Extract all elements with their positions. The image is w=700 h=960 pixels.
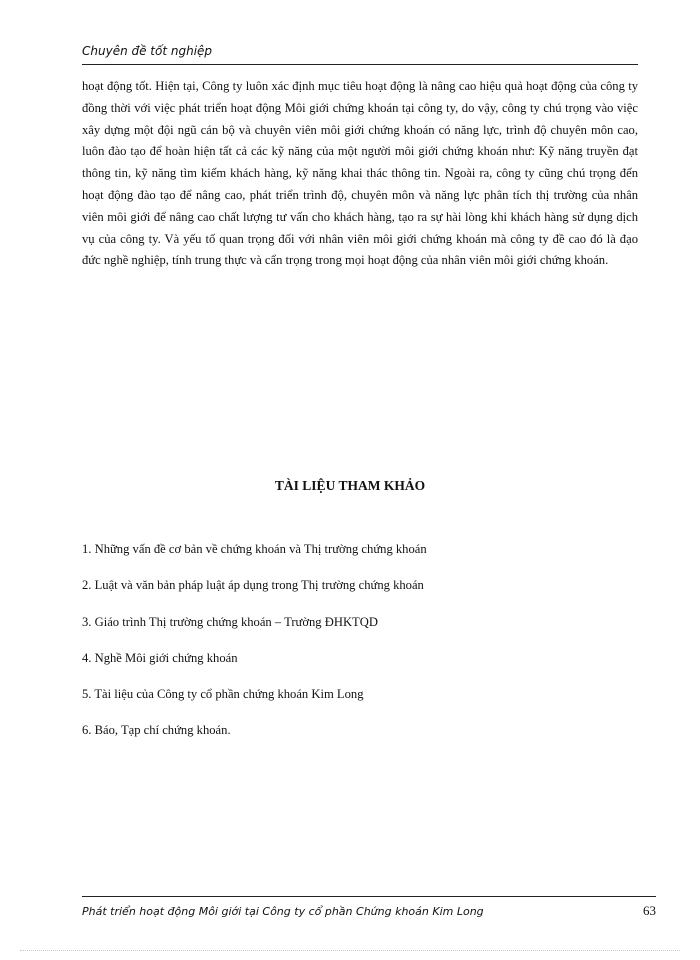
footer-divider	[82, 896, 656, 897]
reference-item: 5. Tài liệu của Công ty cổ phần chứng khoán Kim Long	[82, 687, 364, 702]
reference-item: 1. Những vấn đề cơ bản về chứng khoán và Thị trường chứng khoán	[82, 542, 427, 556]
page-bottom-border	[20, 950, 680, 951]
page-number: 63	[643, 903, 656, 918]
reference-item: 3. Giáo trình Thị trường chứng khoán – Trường ĐHKTQD	[82, 614, 378, 629]
reference-item: 4. Nghề Môi giới chứng khoán	[82, 650, 238, 665]
reference-item: 6. Báo, Tạp chí chứng khoán.	[82, 723, 231, 738]
reference-item: 2. Luật và văn bản pháp luật áp dụng trong Thị trường chứng khoán	[82, 578, 424, 593]
footer-title: Phát triển hoạt động Môi giới tại Công ty cổ phần Chứng khoán Kim Long	[82, 905, 484, 918]
references-list	[82, 539, 638, 757]
references-heading: TÀI LIỆU THAM KHẢO	[274, 478, 426, 493]
body-paragraph: hoạt động tốt. Hiện tại, Công ty luôn xác định mục tiêu hoạt động là nâng cao hiệu quả hoạt động của công ty đồng thời với việc phát triển hoạt động Môi giới chứng khoán tại công ty, do vậy, công ty chú trọng vào việc xây dựng một đội ngũ cán bộ và chuyên viên môi giới chứng khoán có năng lực, trình độ chuyên môn cao, luôn đào tạo để hoàn hiện tất cả các kỹ năng của một người môi giới chứng khoán như: Kỹ năng truyền đạt thông tin, kỹ năng tìm kiếm khách hàng, kỹ năng khai thác thông tin. Ngoài ra, công ty cũng chú trọng đến hoạt động đào tạo để nâng cao, phát triển trình độ, chuyên môn và năng lực phân tích thị trường của nhân viên môi giới để nâng cao chất lượng tư vấn cho khách hàng, tạo ra sự hài lòng khi khách hàng sử dụng dịch vụ của công ty. Và yếu tố quan trọng đối với nhân viên môi giới chứng khoán mà công ty đề cao đó là đạo đức nghề nghiệp, tính trung thực và cẩn trọng trong mọi hoạt động của nhân viên môi giới chứng khoán.	[82, 79, 638, 268]
header-title: Chuyên đề tốt nghiệp	[82, 44, 213, 58]
header-divider	[82, 64, 638, 65]
